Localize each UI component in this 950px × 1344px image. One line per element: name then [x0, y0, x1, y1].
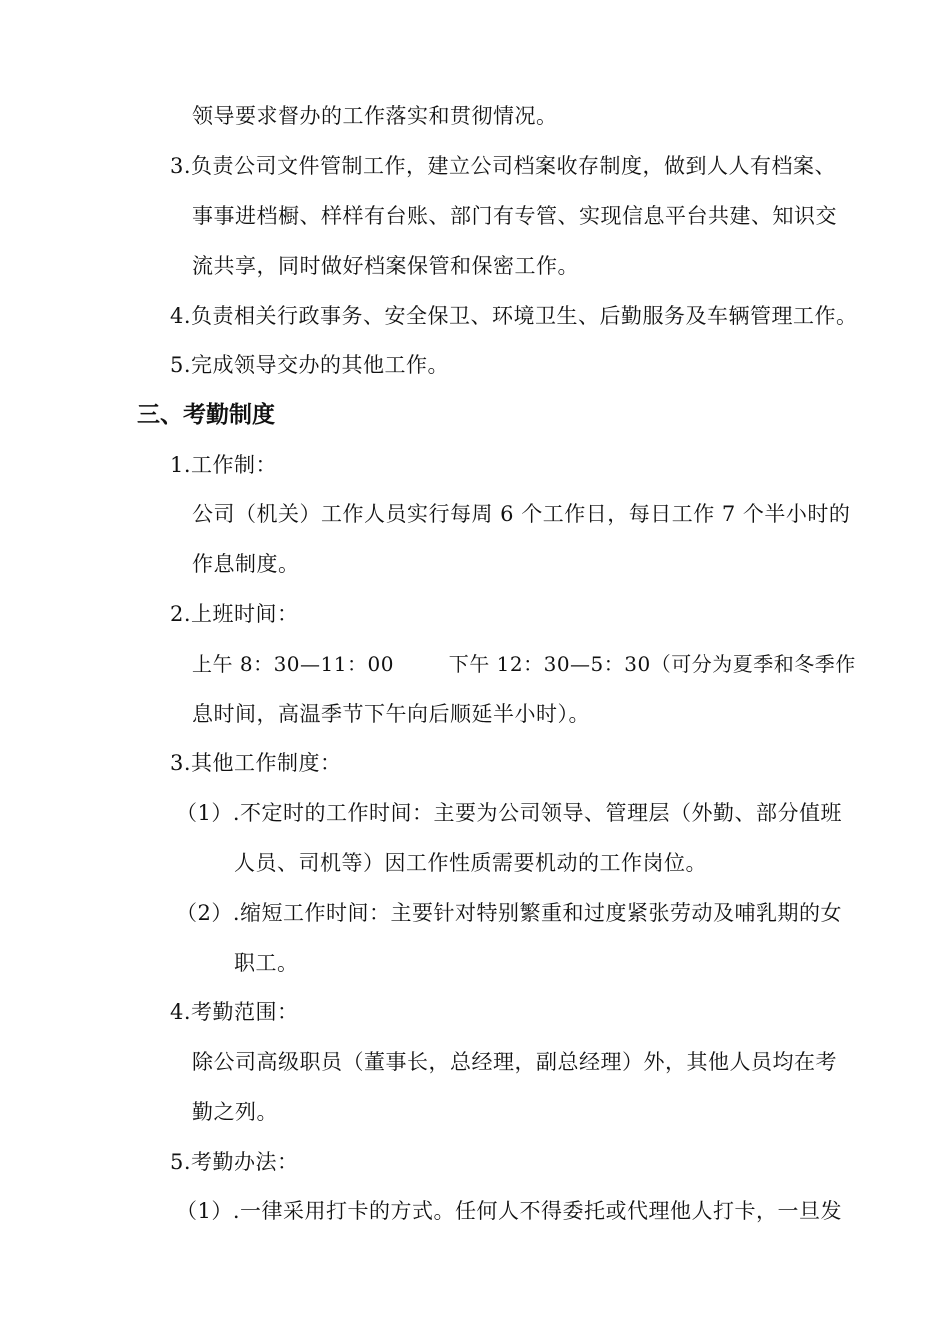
subsection-label: 1.工作制： [170, 453, 278, 477]
section-heading: 三、考勤制度 [137, 402, 275, 428]
list-item-sub-1: （1）.不定时的工作时间：主要为公司领导、管理层（外勤、部分值班 [176, 801, 843, 825]
text-line: 息时间，高温季节下午向后顺延半小时）。 [192, 702, 590, 726]
text-line: 事事进档橱、样样有台账、部门有专管、实现信息平台共建、知识交 [192, 204, 837, 228]
text-line: 领导要求督办的工作落实和贯彻情况。 [192, 104, 558, 128]
subsection-label: 4.考勤范围： [170, 1000, 299, 1024]
text-line: 公司（机关）工作人员实行每周 6 个工作日，每日工作 7 个半小时的 [192, 502, 851, 526]
list-item-sub-1: （1）.一律采用打卡的方式。任何人不得委托或代理他人打卡，一旦发 [176, 1199, 843, 1223]
text-line: 除公司高级职员（董事长，总经理，副总经理）外，其他人员均在考 [192, 1050, 837, 1074]
text-line: 上午 8：30—11：00 下午 12：30—5：30（可分为夏季和冬季作 [192, 652, 856, 676]
text-line: 作息制度。 [192, 552, 300, 576]
subsection-label: 3.其他工作制度： [170, 751, 342, 775]
subsection-label: 2.上班时间： [170, 602, 299, 626]
text-line: 勤之列。 [192, 1100, 278, 1124]
subsection-label: 5.考勤办法： [170, 1150, 299, 1174]
text-line: 职工。 [234, 951, 299, 975]
list-item-3: 3.负责公司文件管制工作，建立公司档案收存制度，做到人人有档案、 [170, 154, 837, 178]
text-line: 流共享，同时做好档案保管和保密工作。 [192, 254, 579, 278]
list-item-5: 5.完成领导交办的其他工作。 [170, 353, 450, 377]
text-line: 人员、司机等）因工作性质需要机动的工作岗位。 [234, 851, 707, 875]
list-item-4: 4.负责相关行政事务、安全保卫、环境卫生、后勤服务及车辆管理工作。 [170, 304, 858, 328]
list-item-sub-2: （2）.缩短工作时间：主要针对特别繁重和过度紧张劳动及哺乳期的女 [176, 901, 843, 925]
